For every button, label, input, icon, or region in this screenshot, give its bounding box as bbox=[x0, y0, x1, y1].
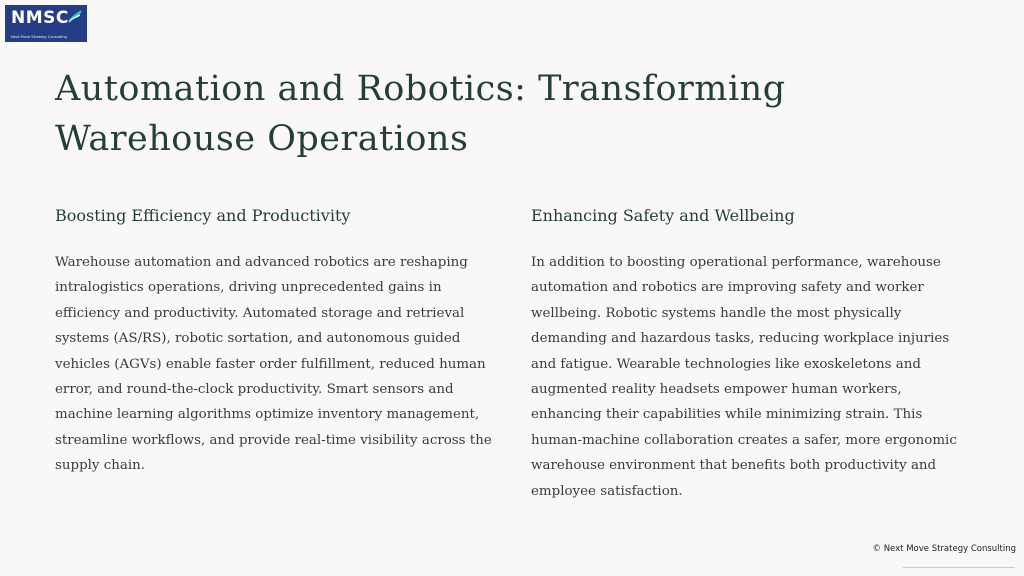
footer-divider bbox=[903, 567, 1015, 568]
logo-tagline: Next Move Strategy Consulting bbox=[11, 35, 67, 39]
logo-swoosh-icon bbox=[67, 9, 83, 23]
company-logo bbox=[5, 5, 87, 42]
section-safety bbox=[531, 204, 976, 504]
page-title: Automation and Robotics: Transforming Warehouse Operations bbox=[55, 69, 786, 159]
section-body: In addition to boosting operational performance, warehouse automation and robotics are improving safety and worker wellbeing. Robotic systems handle the most physically demanding and hazardous tasks, reducing workplace injuries and fatigue. Wearable technologies like exoskeletons and augmented reality headsets empower human workers, enhancing their capabilities while minimizing strain. This human-machine collaboration creates a safer, more ergonomic warehouse environment that benefits both productivity and employee satisfaction. bbox=[531, 255, 957, 499]
copyright-footer: © Next Move Strategy Consulting bbox=[872, 544, 1016, 554]
section-heading: Enhancing Safety and Wellbeing bbox=[531, 206, 795, 225]
section-heading: Boosting Efficiency and Productivity bbox=[55, 206, 351, 225]
logo-mark: NMSC bbox=[11, 8, 69, 28]
section-efficiency bbox=[55, 204, 500, 479]
section-body: Warehouse automation and advanced robotics are reshaping intralogistics operations, driving unprecedented gains in efficiency and productivity. Automated storage and retrieval systems (AS/RS), robotic sortation, and autonomous guided vehicles (AGVs) enable faster order fulfillment, reduced human error, and round-the-clock productivity. Smart sensors and machine learning algorithms optimize inventory management, streamline workflows, and provide real-time visibility across the supply chain. bbox=[55, 255, 492, 474]
